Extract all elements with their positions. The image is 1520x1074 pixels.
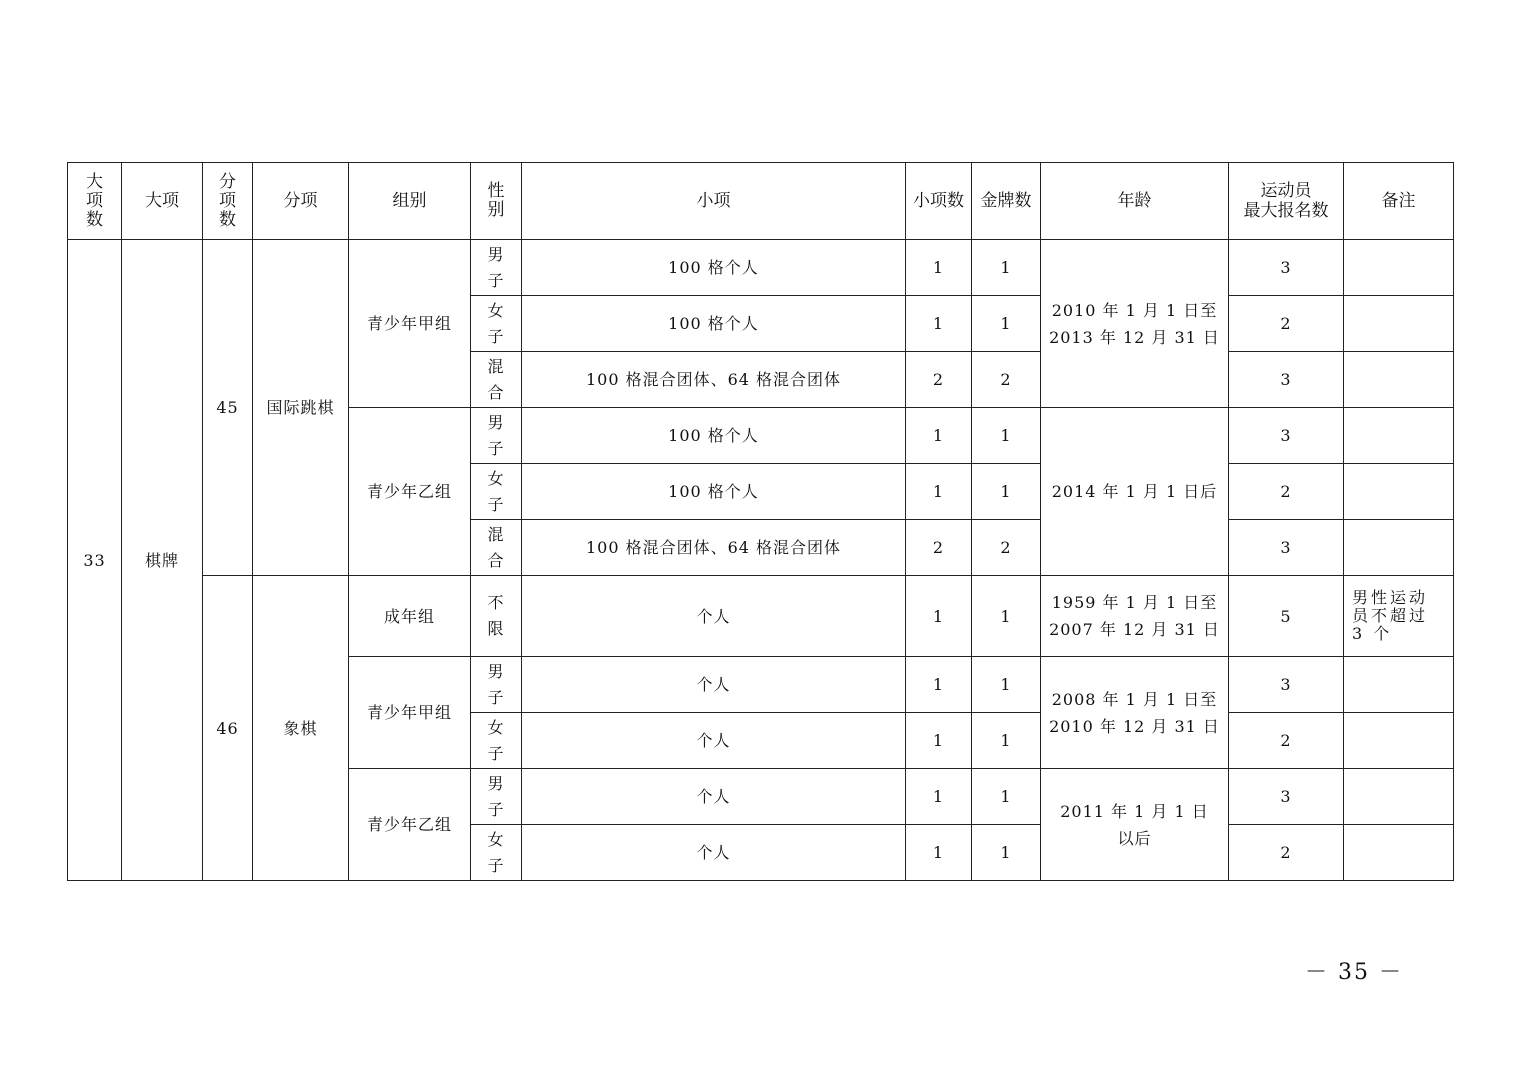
event-count-cell: 2 — [906, 352, 972, 408]
notes-cell — [1344, 352, 1454, 408]
medal-count-cell: 1 — [972, 464, 1041, 520]
notes-cell — [1344, 769, 1454, 825]
sub-name: 国际跳棋 — [253, 240, 349, 576]
event-count-cell: 1 — [906, 769, 972, 825]
header-gender: 性别 — [471, 163, 522, 240]
event-count-cell: 1 — [906, 657, 972, 713]
max-entries-cell: 3 — [1229, 352, 1344, 408]
group-name: 成年组 — [349, 576, 471, 657]
gender-cell: 男子 — [471, 769, 522, 825]
max-entries-cell: 3 — [1229, 408, 1344, 464]
header-event-count: 小项数 — [906, 163, 972, 240]
event-count-cell: 1 — [906, 825, 972, 881]
gender-cell: 男子 — [471, 408, 522, 464]
notes-cell — [1344, 713, 1454, 769]
sub-number: 45 — [203, 240, 253, 576]
medal-count-cell: 1 — [972, 825, 1041, 881]
header-age: 年龄 — [1041, 163, 1229, 240]
major-number: 33 — [68, 240, 122, 881]
medal-count-cell: 1 — [972, 576, 1041, 657]
age-cell: 2008 年 1 月 1 日至 2010 年 12 月 31 日 — [1041, 657, 1229, 769]
notes-cell — [1344, 657, 1454, 713]
gender-cell: 混合 — [471, 352, 522, 408]
page-number: － 35 － — [1305, 960, 1403, 985]
header-sub: 分项 — [253, 163, 349, 240]
medal-count-cell: 2 — [972, 352, 1041, 408]
group-name: 青少年甲组 — [349, 240, 471, 408]
header-sub-count: 分项数 — [203, 163, 253, 240]
event-cell: 个人 — [522, 713, 906, 769]
header-notes: 备注 — [1344, 163, 1454, 240]
event-cell: 100 格个人 — [522, 408, 906, 464]
medal-count-cell: 1 — [972, 657, 1041, 713]
event-cell: 100 格个人 — [522, 296, 906, 352]
age-cell: 2014 年 1 月 1 日后 — [1041, 408, 1229, 576]
medal-count-cell: 1 — [972, 296, 1041, 352]
event-cell: 个人 — [522, 657, 906, 713]
max-entries-cell: 2 — [1229, 825, 1344, 881]
age-cell: 2011 年 1 月 1 日 以后 — [1041, 769, 1229, 881]
gender-cell: 混合 — [471, 520, 522, 576]
max-entries-cell: 3 — [1229, 520, 1344, 576]
notes-cell — [1344, 240, 1454, 296]
group-name: 青少年乙组 — [349, 769, 471, 881]
event-cell: 100 格混合团体、64 格混合团体 — [522, 520, 906, 576]
max-entries-cell: 2 — [1229, 713, 1344, 769]
notes-cell — [1344, 520, 1454, 576]
gender-cell: 男子 — [471, 657, 522, 713]
event-count-cell: 1 — [906, 296, 972, 352]
gender-cell: 女子 — [471, 464, 522, 520]
event-cell: 100 格个人 — [522, 240, 906, 296]
gender-cell: 不限 — [471, 576, 522, 657]
group-name: 青少年乙组 — [349, 408, 471, 576]
table-row — [68, 576, 1454, 657]
event-cell: 100 格个人 — [522, 464, 906, 520]
max-entries-cell: 2 — [1229, 296, 1344, 352]
event-cell: 个人 — [522, 825, 906, 881]
notes-cell — [1344, 296, 1454, 352]
event-count-cell: 1 — [906, 576, 972, 657]
header-major: 大项 — [122, 163, 203, 240]
group-name: 青少年甲组 — [349, 657, 471, 769]
max-entries-cell: 3 — [1229, 769, 1344, 825]
header-group: 组别 — [349, 163, 471, 240]
notes-cell — [1344, 408, 1454, 464]
age-cell: 1959 年 1 月 1 日至 2007 年 12 月 31 日 — [1041, 576, 1229, 657]
event-count-cell: 1 — [906, 240, 972, 296]
max-entries-cell: 3 — [1229, 657, 1344, 713]
event-table — [67, 162, 1454, 881]
event-cell: 100 格混合团体、64 格混合团体 — [522, 352, 906, 408]
gender-cell: 女子 — [471, 296, 522, 352]
sub-name: 象棋 — [253, 576, 349, 881]
gender-cell: 女子 — [471, 825, 522, 881]
gender-cell: 男子 — [471, 240, 522, 296]
age-cell: 2010 年 1 月 1 日至 2013 年 12 月 31 日 — [1041, 240, 1229, 408]
notes-cell — [1344, 825, 1454, 881]
medal-count-cell: 1 — [972, 240, 1041, 296]
event-cell: 个人 — [522, 769, 906, 825]
event-count-cell: 2 — [906, 520, 972, 576]
header-max-entries: 运动员 最大报名数 — [1229, 163, 1344, 240]
gender-cell: 女子 — [471, 713, 522, 769]
event-count-cell: 1 — [906, 408, 972, 464]
notes-cell — [1344, 464, 1454, 520]
header-major-count: 大项数 — [68, 163, 122, 240]
event-cell: 个人 — [522, 576, 906, 657]
medal-count-cell: 1 — [972, 408, 1041, 464]
medal-count-cell: 1 — [972, 713, 1041, 769]
notes-cell: 男性运动员不超过 3 个 — [1344, 576, 1454, 657]
event-count-cell: 1 — [906, 464, 972, 520]
max-entries-cell: 5 — [1229, 576, 1344, 657]
header-event: 小项 — [522, 163, 906, 240]
max-entries-cell: 2 — [1229, 464, 1344, 520]
event-count-cell: 1 — [906, 713, 972, 769]
header-medal-count: 金牌数 — [972, 163, 1041, 240]
sub-number: 46 — [203, 576, 253, 881]
max-entries-cell: 3 — [1229, 240, 1344, 296]
medal-count-cell: 2 — [972, 520, 1041, 576]
medal-count-cell: 1 — [972, 769, 1041, 825]
header-row — [68, 163, 1454, 240]
major-name: 棋牌 — [122, 240, 203, 881]
table-row — [68, 240, 1454, 296]
